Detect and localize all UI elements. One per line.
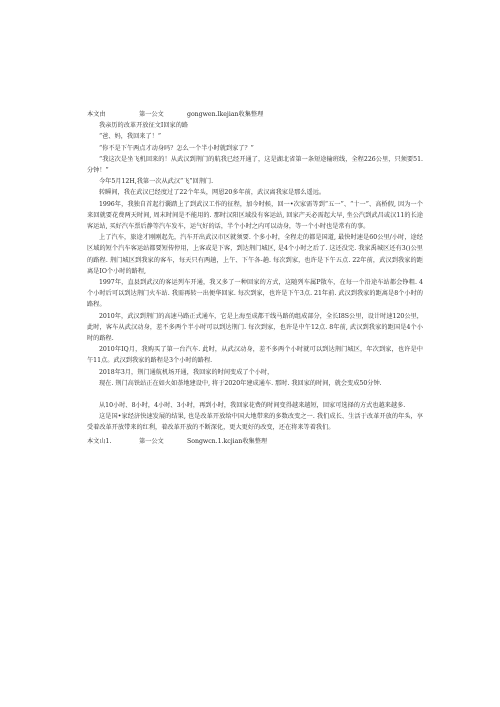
paragraph-10: 2010年IQ月，我购买了第一台汽车. 此时，从武汉动身，差不多两个小时就可以到达荆门城区，年次到家，也许是中午11点。武汉到我家的路程是3个小时的路程.	[87, 346, 423, 365]
source-header	[87, 109, 423, 120]
footer-site: Songwcn.1.kcjian收集整理	[187, 437, 268, 445]
source-footer	[87, 436, 423, 447]
paragraph-7: 上了汽车，旅途才刚刚起先，汽车开出武汉市区就须要. 个多小时，全程走的都是国道, 最快时速是60公里/小时，途经区域的短个汽车客运站都要短传停用，上客或是下客，到达荆门城区, 是4个小时之后了. 这还没完. 我家禹城区还有3()公里的路程. 荆门城区到我家的客车，每天只有两趟，上午、下午各-趟. 每次到家，也许是下午五点. 22年前，武汉到我家的距离是IO个小时的路程,	[87, 234, 423, 275]
footer-label: 本文山1.	[87, 437, 112, 445]
paragraph-6: 1996年，我独自首起行囊踏上了到武汉工作的征程，加今时候，回一•次家需等到“五一”、“十一”、高桥假, 因为一个来回就要花费两天时间, 周末时间是不能用的. 那时汉阳区域没有客运站, 回家产天必需起大早, 坐公汽到武昌或汉11的长途客运站, 买好汽车票后静等汽车发车，运气好的话，半个小时之内可以动身，等一个小时也是常有的事。	[87, 200, 423, 231]
paragraph-1: “爸、妈，我回来了！”	[99, 133, 162, 141]
paragraph-3: “我这次是坐飞机回来的！从武汉到荆门的航我已经开通了，这是湖北省第一条短途输班线，全程226公里，只须要51.分钟！”	[87, 155, 423, 175]
paragraph-11: 2018年3月，荆门通航机场开通，我回家的时间变成了个小时，	[99, 368, 274, 376]
paragraph-2: “你不是下午两点才动身吗？怎么一个半小时就到家了？”	[99, 144, 254, 152]
closing-paragraph-2: 这是国•家经济快速发展的结果, 也是改革开放给中国大地带来的多数改变之一. 我们成长、生活于改革开放的年头，享受着改革开放带来的红利，着改革开放的不断深化，更大更好的改变，还在将来等着我们。	[87, 413, 423, 432]
closing-paragraph-1: 从10小时、8小时，4小时、3小时，再到小时，我回家花费的时间变得越来越短，回家可选择的方式也越来越多.	[99, 402, 406, 410]
paragraph-9: 2010年，武汉到荆门的高速马路正式通车，它是上海至成都干线马路的组成部分，全长I8S公里，设计时速120公里，此时，客车从武汉动身，差不多两个半小时可以到达荆门. 每次到家，也许是中午12点. 8年前, 武汉到我家的距国是4个小时的路程.	[87, 312, 423, 343]
paragraph-5: 转瞬间，我在武汉已经度过了22个年头，网恩20多年前，武汉离我家是那么遥远。	[99, 189, 326, 197]
header-site: gongwen.lkejian收集整理	[187, 111, 264, 118]
paragraph-8: 1997年，直县到武汉的客运列车开通，我又多了一种回家的方式，这随列车属P散车，在每一个沿途车站都会铮粗. 4个小时后可以到达荆门火车站. 我需再转一出便华回家. 每次到家，也许是下午3点. 21年前. 武汉到我家的距离是8个小时的路程。	[87, 279, 423, 309]
paragraph-4: 今年5月12H,我第一次从武汉“飞”回荆门.	[99, 178, 214, 186]
section-gap	[87, 389, 423, 400]
paragraph-12: 现在. 荆门高铁站正在如火如荼地建设中, 将于2020年建成通车. 那时. 我回家的时间，就会变成50分钟.	[99, 379, 382, 387]
header-source: 第一公文	[139, 111, 164, 118]
header-label: 本文由	[87, 111, 106, 118]
document-body	[87, 109, 423, 447]
footer-source: 第一公文	[139, 437, 164, 445]
document-title: 我亲历的改革开放征文I回家的路	[99, 122, 189, 130]
